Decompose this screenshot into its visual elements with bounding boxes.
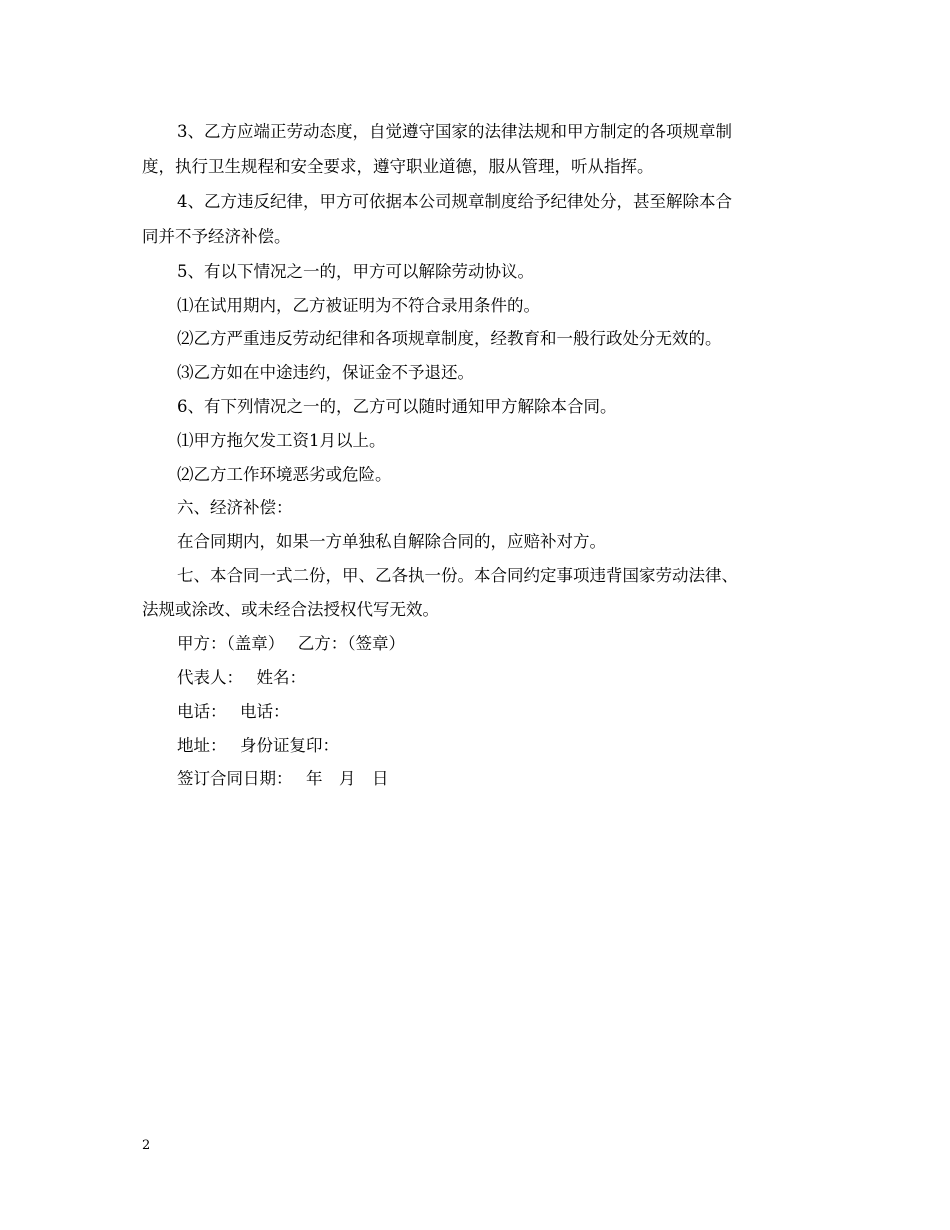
- representative-line: 代表人： 姓名：: [177, 668, 306, 687]
- paragraph-clause-5: 5、有以下情况之一的，甲方可以解除劳动协议。: [177, 262, 534, 281]
- phone-line: 电话： 电话：: [177, 702, 290, 721]
- page-number: 2: [142, 1138, 151, 1153]
- paragraph-clause-3-line-2: 度，执行卫生规程和安全要求，遵守职业道德，服从管理，听从指挥。: [142, 157, 654, 176]
- address-line: 地址： 身份证复印：: [177, 736, 339, 755]
- paragraph-clause-6-item-2: ⑵乙方工作环境恶劣或危险。: [177, 465, 392, 484]
- paragraph-clause-5-item-1: ⑴在试用期内，乙方被证明为不符合录用条件的。: [177, 296, 540, 315]
- paragraph-compensation: 在合同期内，如果一方单独私自解除合同的，应赔补对方。: [177, 532, 606, 551]
- paragraph-clause-4-line-2: 同并不予经济补偿。: [142, 227, 291, 246]
- paragraph-clause-4-line-1: 4、乙方违反纪律，甲方可依据本公司规章制度给予纪律处分，甚至解除本合: [177, 192, 732, 211]
- paragraph-clause-5-item-3: ⑶乙方如在中途违约，保证金不予退还。: [177, 363, 474, 382]
- signature-parties-line: 甲方：（盖章） 乙方：（签章）: [177, 634, 405, 653]
- paragraph-clause-5-item-2: ⑵乙方严重违反劳动纪律和各项规章制度，经教育和一般行政处分无效的。: [177, 329, 722, 348]
- paragraph-section-7-line-1: 七、本合同一式二份，甲、乙各执一份。本合同约定事项违背国家劳动法律、: [177, 566, 738, 585]
- paragraph-clause-3-line-1: 3、乙方应端正劳动态度，自觉遵守国家的法律法规和甲方制定的各项规章制: [177, 122, 732, 141]
- paragraph-clause-6: 6、有下列情况之一的，乙方可以随时通知甲方解除本合同。: [177, 397, 617, 416]
- section-heading-compensation: 六、经济补偿：: [177, 498, 293, 517]
- signing-date-line: 签订合同日期： 年 月 日: [177, 769, 389, 788]
- paragraph-section-7-line-2: 法规或涂改、或未经合法授权代写无效。: [142, 600, 439, 619]
- paragraph-clause-6-item-1: ⑴甲方拖欠发工资1月以上。: [177, 431, 386, 450]
